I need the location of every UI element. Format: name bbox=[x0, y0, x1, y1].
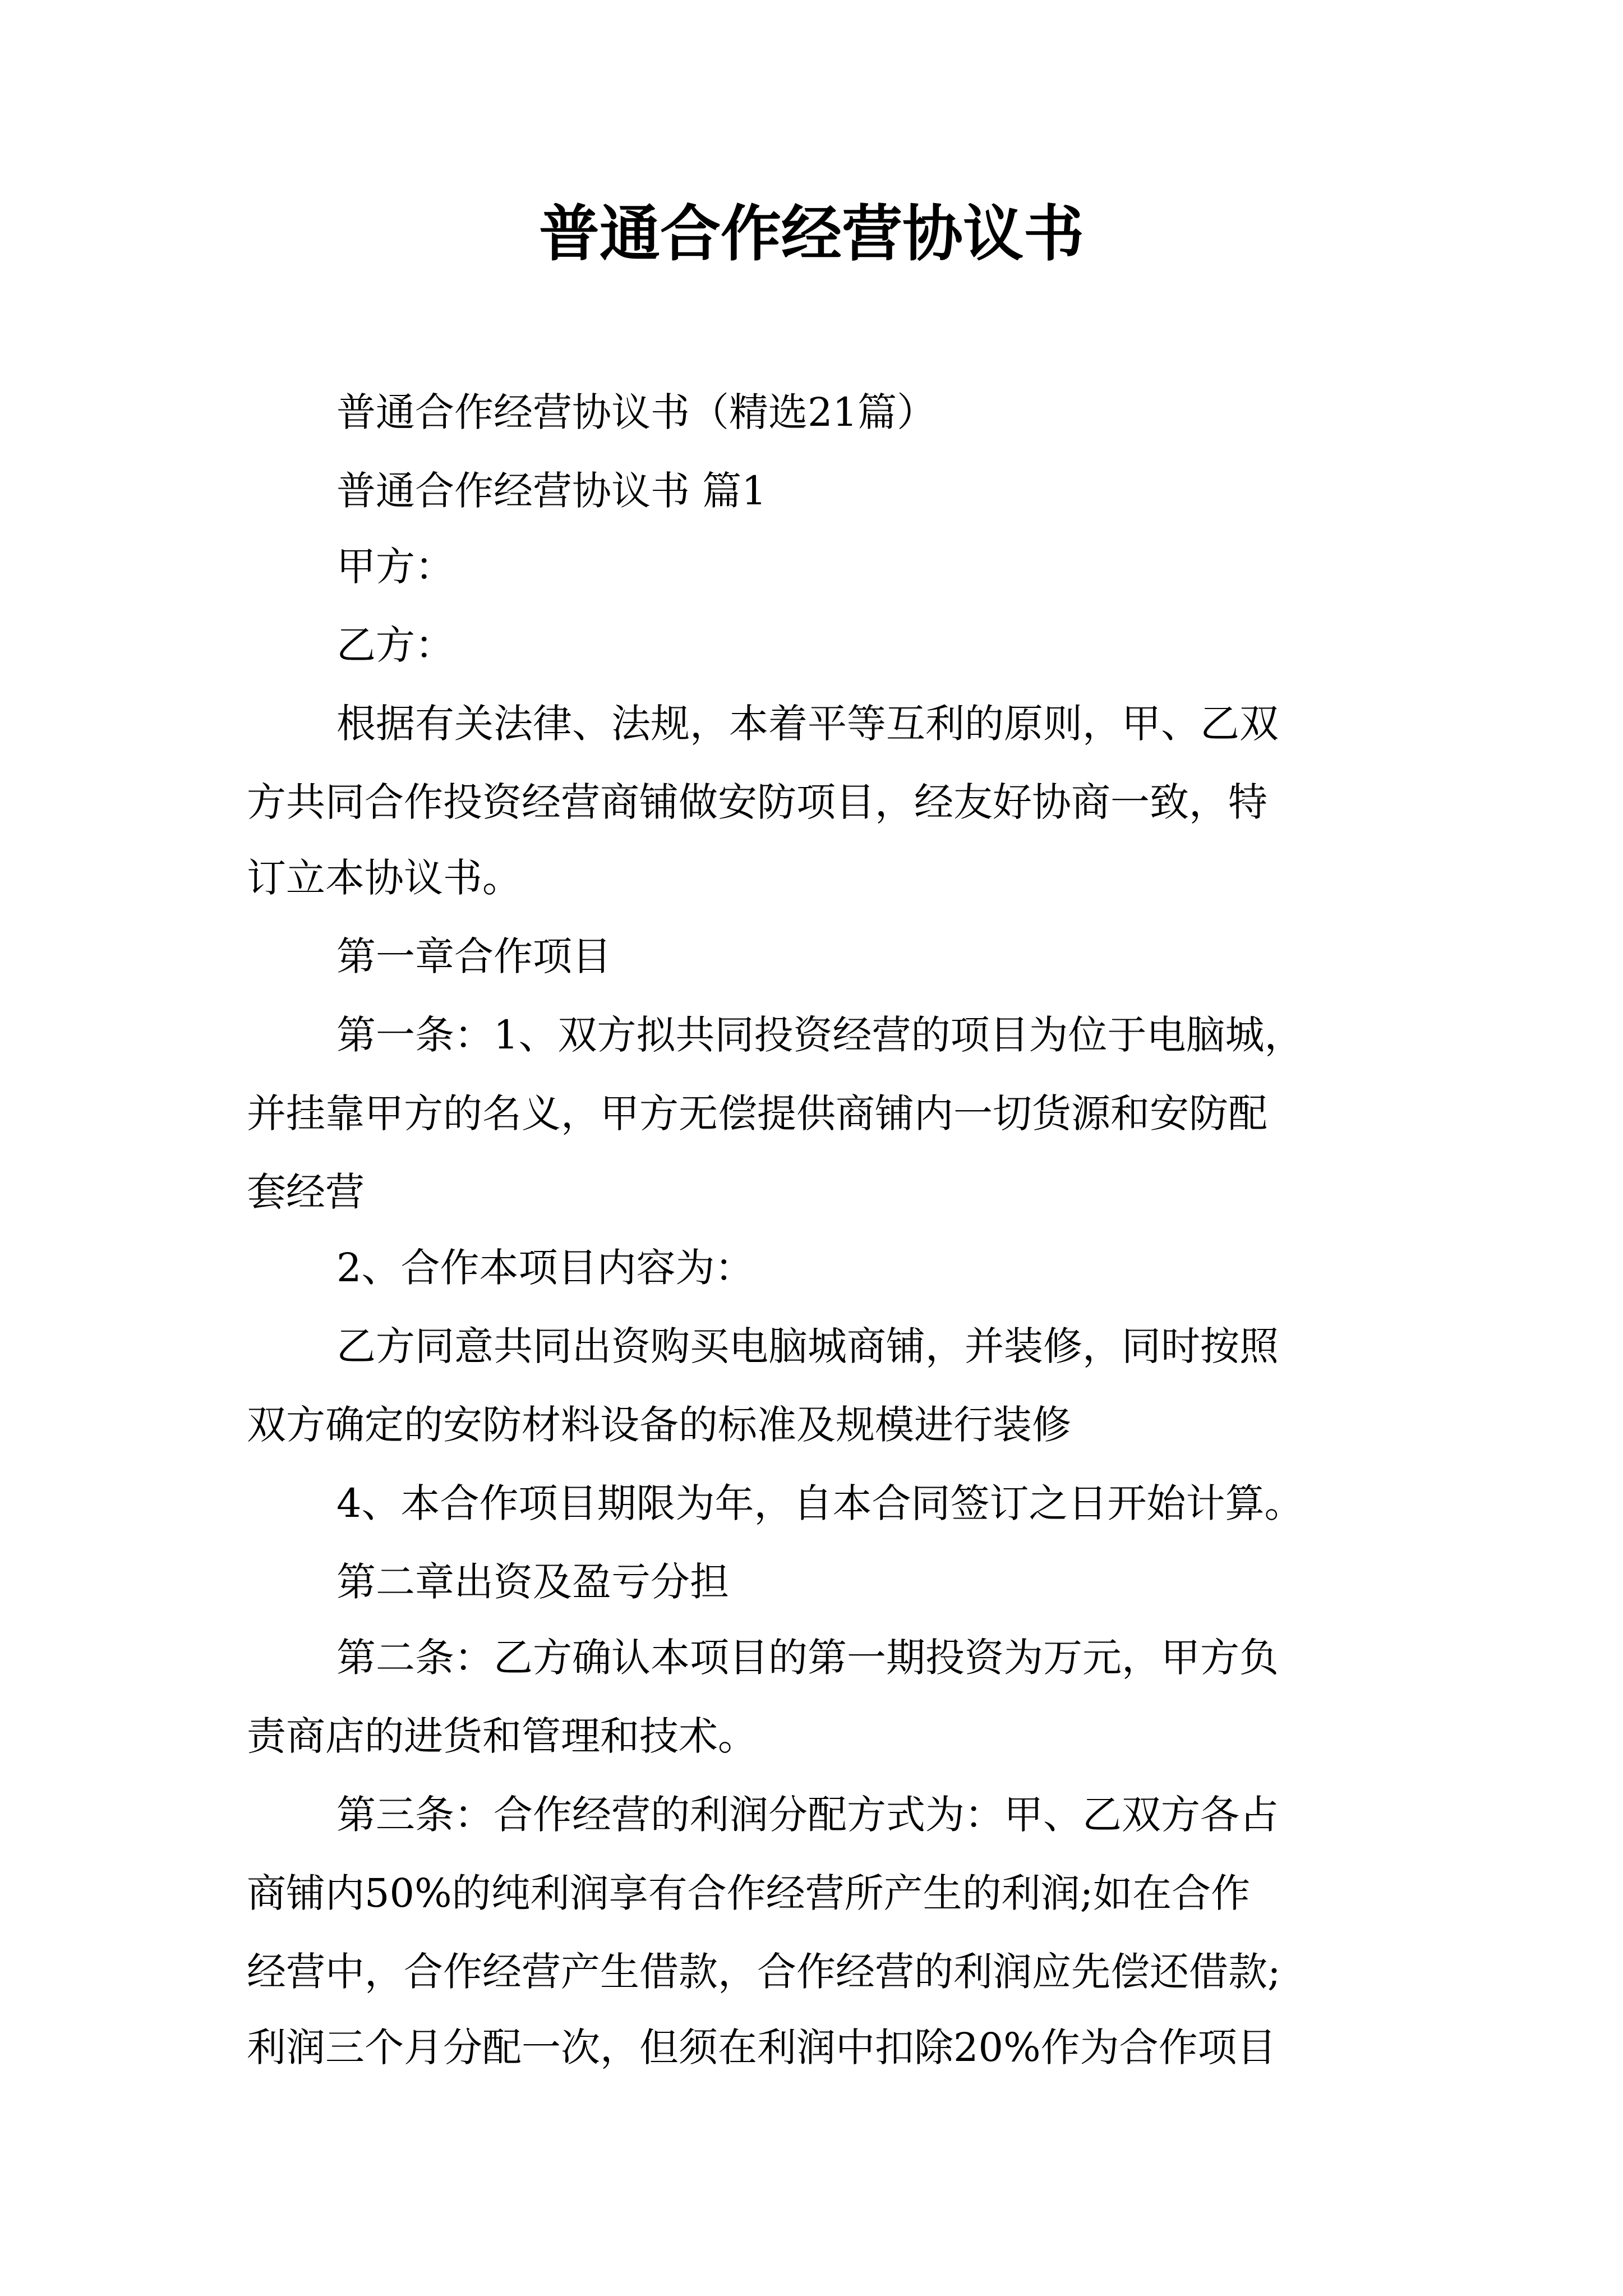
paragraph-line: 订立本协议书。 bbox=[247, 855, 522, 901]
paragraph-line: 双方确定的安防材料设备的标准及规模进行装修 bbox=[247, 1402, 1071, 1448]
paragraph-line: 乙方： bbox=[336, 622, 454, 668]
paragraph-line: 方共同合作投资经营商铺做安防项目，经友好协商一致，特 bbox=[247, 779, 1267, 825]
paragraph-line: 第三条：合作经营的利润分配方式为：甲、乙双方各占 bbox=[336, 1792, 1279, 1838]
paragraph-line: 乙方同意共同出资购买电脑城商铺，并装修，同时按照 bbox=[336, 1323, 1279, 1369]
paragraph-line: 第一章合作项目 bbox=[336, 933, 611, 979]
paragraph-line: 普通合作经营协议书 篇1 bbox=[336, 468, 767, 514]
paragraph-line: 经营中，合作经营产生借款，合作经营的利润应先偿还借款; bbox=[247, 1949, 1281, 1995]
paragraph-line: 普通合作经营协议书（精选21篇） bbox=[336, 389, 937, 435]
paragraph-line: 第一条：1、双方拟共同投资经营的项目为位于电脑城， bbox=[336, 1012, 1304, 1058]
paragraph-line: 第二章出资及盈亏分担 bbox=[336, 1559, 729, 1605]
paragraph-line: 并挂靠甲方的名义，甲方无偿提供商铺内一切货源和安防配 bbox=[247, 1091, 1267, 1137]
paragraph-line: 根据有关法律、法规，本着平等互利的原则，甲、乙双 bbox=[336, 701, 1279, 747]
paragraph-line: 第二条：乙方确认本项目的第一期投资为万元，甲方负 bbox=[336, 1635, 1279, 1681]
paragraph-line: 套经营 bbox=[247, 1169, 365, 1215]
paragraph-line: 利润三个月分配一次，但须在利润中扣除20%作为合作项目 bbox=[247, 2024, 1276, 2070]
paragraph-line: 2、合作本项目内容为： bbox=[336, 1245, 754, 1291]
paragraph-line: 责商店的进货和管理和技术。 bbox=[247, 1713, 757, 1759]
paragraph-line: 商铺内50%的纯利润享有合作经营所产生的利润;如在合作 bbox=[247, 1870, 1251, 1916]
paragraph-line: 4、本合作项目期限为年，自本合同签订之日开始计算。 bbox=[336, 1480, 1304, 1526]
paragraph-line: 甲方： bbox=[336, 544, 454, 590]
document-title: 普通合作经营协议书 bbox=[538, 199, 1084, 269]
